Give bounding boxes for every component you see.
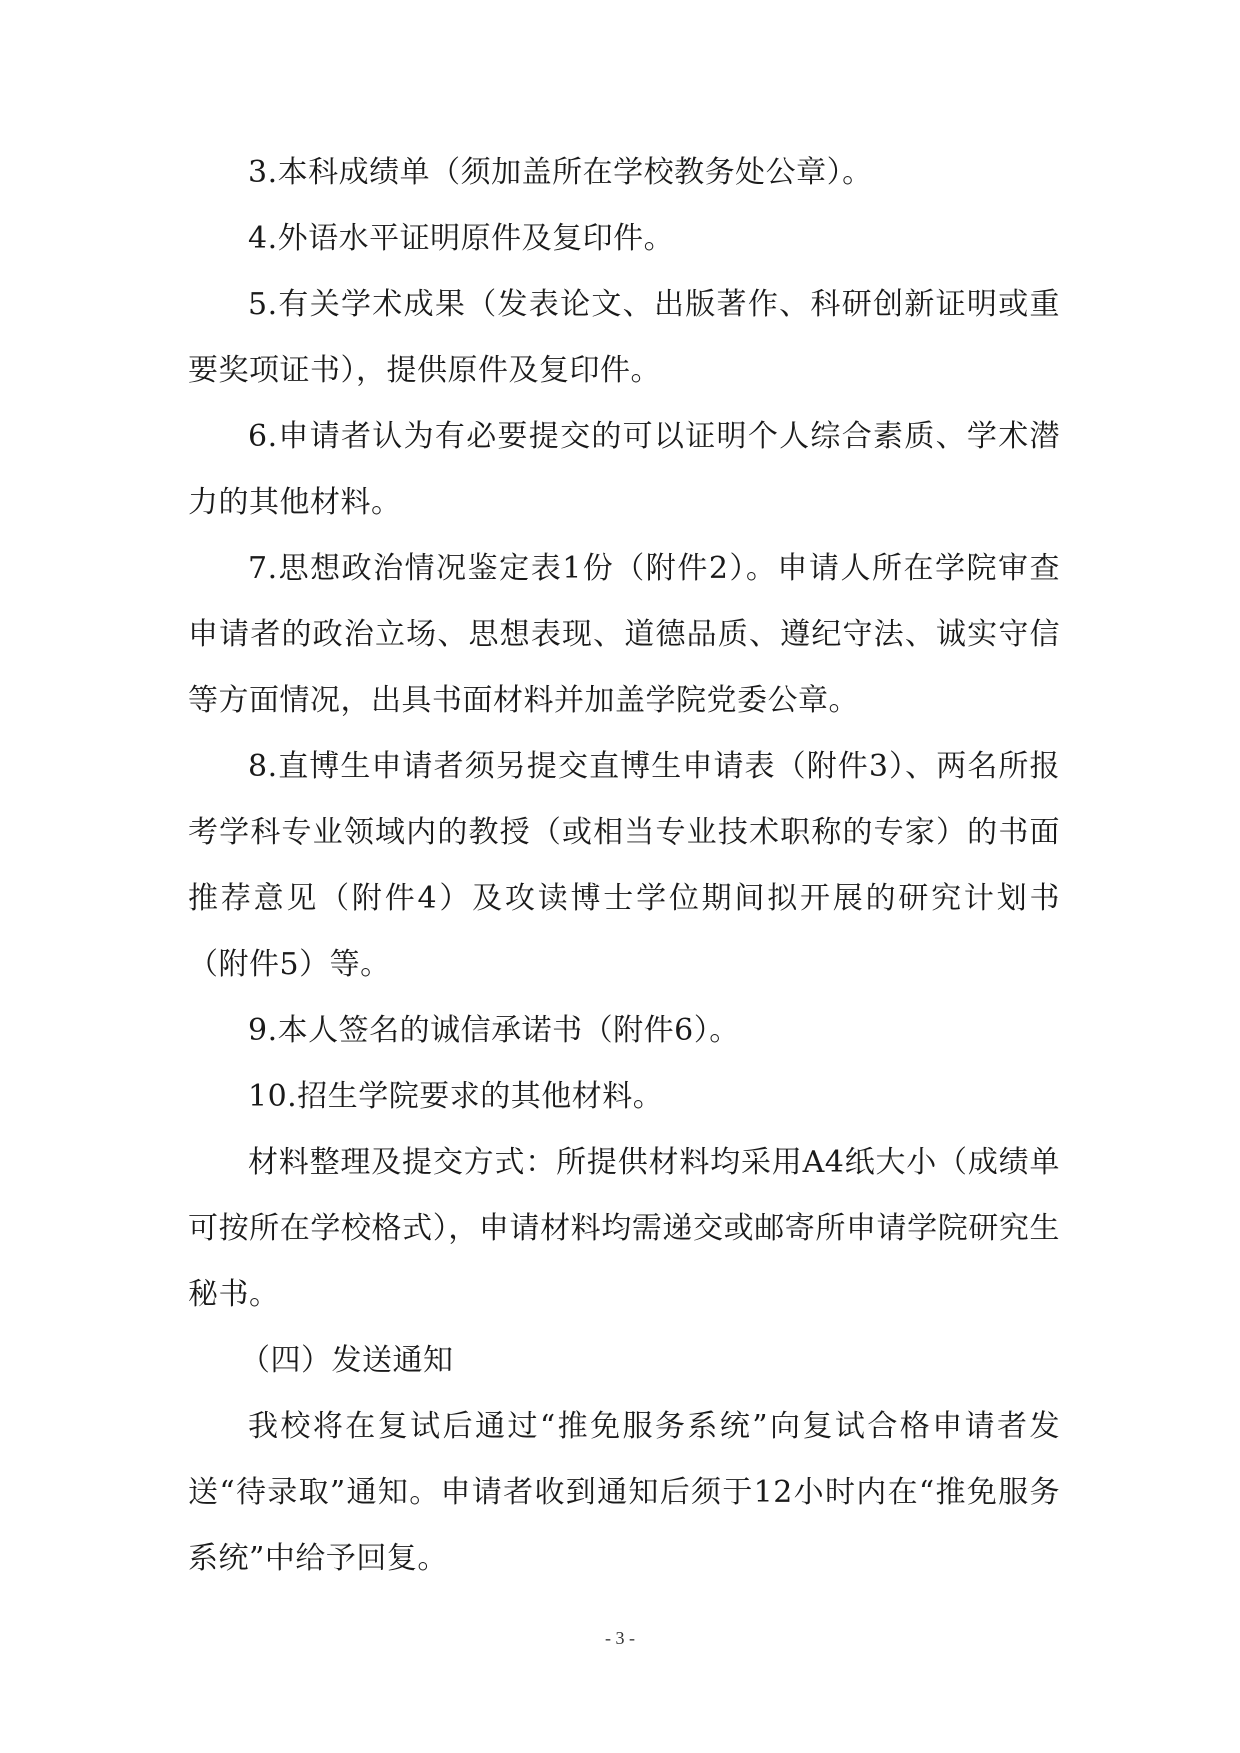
materials-note: 材料整理及提交方式：所提供材料均采用A4纸大小（成绩单可按所在学校格式），申请材料均需递交或邮寄所申请学院研究生秘书。: [188, 1145, 1060, 1312]
list-item-4: 4.外语水平证明原件及复印件。: [248, 221, 675, 256]
list-item-10: 10.招生学院要求的其他材料。: [248, 1079, 664, 1114]
page-number: - 3 -: [605, 1628, 635, 1648]
notice-paragraph: 我校将在复试后通过“推免服务系统”向复试合格申请者发送“待录取”通知。申请者收到通知后须于12小时内在“推免服务系统”中给予回复。: [188, 1409, 1060, 1576]
document-body: [188, 140, 1060, 1592]
section-heading: （四）发送通知: [240, 1343, 454, 1378]
list-item-3: 3.本科成绩单（须加盖所在学校教务处公章）。: [248, 155, 873, 190]
list-item-8: 8.直博生申请者须另提交直博生申请表（附件3）、两名所报考学科专业领域内的教授（或相当专业技术职称的专家）的书面推荐意见（附件4）及攻读博士学位期间拟开展的研究计划书（附件5）等。: [188, 749, 1060, 982]
list-item-5: 5.有关学术成果（发表论文、出版著作、科研创新证明或重要奖项证书），提供原件及复印件。: [188, 287, 1060, 388]
list-item-9: 9.本人签名的诚信承诺书（附件6）。: [248, 1013, 740, 1048]
list-item-7: 7.思想政治情况鉴定表1份（附件2）。申请人所在学院审查申请者的政治立场、思想表现、道德品质、遵纪守法、诚实守信等方面情况，出具书面材料并加盖学院党委公章。: [188, 551, 1060, 718]
list-item-6: 6.申请者认为有必要提交的可以证明个人综合素质、学术潜力的其他材料。: [188, 419, 1060, 520]
